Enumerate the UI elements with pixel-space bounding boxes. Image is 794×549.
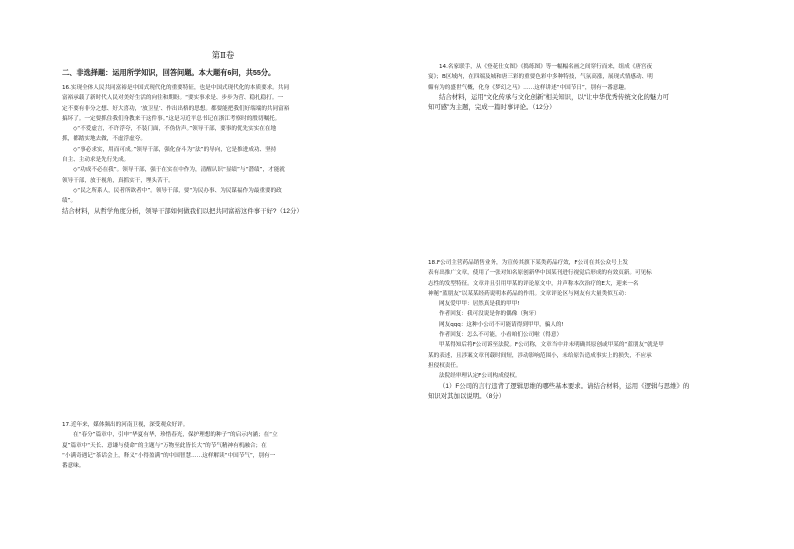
- q17-line: 番意味。: [62, 463, 85, 470]
- volume-title: 第Ⅱ卷: [211, 51, 235, 61]
- q16-stem-line: 搞坏了。一定要抓住我们身教来干这件事。”这是习近平总书记在浙江考察时的殷切嘱托。: [62, 115, 281, 122]
- q18-after-line: 甲某得知后将F公司诉至法院。F公司称，文章当中并未明确其原创或甲某的“蓝朋友”就是甲: [439, 342, 664, 349]
- q16-stem-line: 定不要有非分之想、好大喜功，‘放卫星’、作出出格的思想。都要能把我们好端端的共同富裕: [62, 105, 290, 112]
- q18-line: 神秘“蓝朋友”以某某经药说明本药品的作用。文章评论区与网友有大量类似互动：: [428, 290, 630, 297]
- q18-dialogue-line: 作者回复：怎么不可能，小看咱们公司啦（得意）: [439, 332, 563, 339]
- q18-dialogue-line: 网友爱甲甲：居然真是我的甲甲!: [439, 301, 520, 308]
- question-16: [62, 83, 384, 217]
- q18-after-line: 某的表述，且涉案文章刊载时间短，涉动影响范围小，未给原告造成事实上的损失，不应承: [428, 352, 652, 359]
- q16-item-2-cont: 自主、主动求是先行先成。: [62, 157, 130, 164]
- question-18: [428, 258, 740, 402]
- q17-line: 在“春分”篇章中，引申“华夏有华，珍惜春光，保护理想的种子”的启示内涵；在“立: [73, 432, 278, 439]
- q14-line: 媚有为的盛世气概，化身《梦幻之马》……这样讲述“中国节日”，别有一番意趣。: [428, 84, 630, 91]
- q16-item-4: ◇“民之所系人，民者所欲者中”。领导干部，要“为民办事、为民谋福作为最重要的政: [73, 187, 282, 194]
- q16-task: 结合材料，从哲学角度分析，领导干部如何做我们以把共同富裕这件事干好?（12分）: [62, 207, 303, 215]
- q18-after-line: 法院经审理认定F公司构成侵权。: [439, 373, 521, 380]
- q18-after-line: 担侵权责任。: [428, 362, 462, 369]
- q18-task-cont: 知识对其加以说明。（8分）: [428, 392, 506, 400]
- q18-dialogue-line: 网友qqq：这种小公司不可能请得到甲甲，骗人的!: [439, 321, 564, 328]
- q16-item-3-cont: 领导干部，放于视角，真抓实干，埋头苦干。: [62, 177, 174, 184]
- q18-line: 18.F公司主营药品销售业务，为宣传其旗下某类药品疗效，F公司在其公众号上发: [428, 260, 628, 266]
- q16-item-3: ◇“功成不必在我”。领导干部，强于在实在中作为，清醒认识“显绩”与“潜绩”，才能就: [73, 167, 285, 174]
- q16-stem-line: 富裕承载了新时代人民对美好生活的向往和期盼。“要实事求是、步步为营、稳扎稳打。一: [62, 95, 284, 102]
- section-heading: 二、非选择题：运用所学知识，回答问题。本大题有6问，共55分。: [62, 68, 276, 77]
- q17-line: 17.近年来，媒体频出的河南卫视，深受观众好评。: [62, 422, 189, 428]
- q16-item-4-cont: 绩”。: [62, 198, 77, 205]
- q16-stem-line: 16.实现全体人民共同富裕是中国式现代化的重要特征，也是中国式现代化的本质要求。共同: [62, 85, 290, 91]
- q18-dialogue-line: 作者回复：我可没说是你的偶像（狗牙）: [439, 311, 540, 318]
- q14-task-cont: 知可感”为主题，完成一篇时事评论。（12分）: [428, 104, 556, 112]
- q14-line: 14.名家联手，从《登花仕女图》《捣练图》等一幅幅名画之间穿行而来，组成《唐宫夜: [439, 64, 653, 70]
- q18-line: 志性的发型特征。文章并且引用甲某的评论原文中，并声称本次治疗的E大，迎来一名: [428, 280, 639, 287]
- q17-line: 夏”篇章中“天长、意谦与使命”的主题与“万物至此皆长大”的节气精神有机融合；在: [62, 442, 267, 449]
- question-17: [62, 420, 384, 471]
- question-14-continued: [428, 62, 740, 113]
- q18-task: （1）F公司的言行违背了逻辑思维的哪些基本要求。请结合材料，运用《逻辑与思维》的: [439, 382, 690, 390]
- q16-item-1: ◇“不爱虚言，不许浮夸，不装门面，不伪仿声。”领导干部，要事的优先实实在在地: [73, 126, 277, 133]
- q16-item-1-cont: 抓，都踏实地去做，不虚浮虚夸。: [62, 136, 146, 143]
- q14-task: 结合材料，运用“文化传承与文化创新”相关知识，以“让中华优秀传统文化的魅力可: [439, 93, 670, 101]
- q14-line: 宴》；B区域内，在四端及城和唐三彩的重要色彩中多种特技，气氛高涨，展现式情感动、明: [428, 74, 653, 81]
- q18-line: 表有出推广文章，使用了一张对知名原创新华中国某刊进行视觉后形成的有效页新。可见标: [428, 270, 652, 277]
- q17-line: “小满奇遇记”茶话会上，释义“小得盈满”的中国智慧……这样解读“中国节气”，别有一: [62, 452, 276, 459]
- q16-item-2: ◇“事必求实，用而可成。”领导干部，强化奋斗为“法”的导向，它是推进成功、坚持: [73, 146, 277, 153]
